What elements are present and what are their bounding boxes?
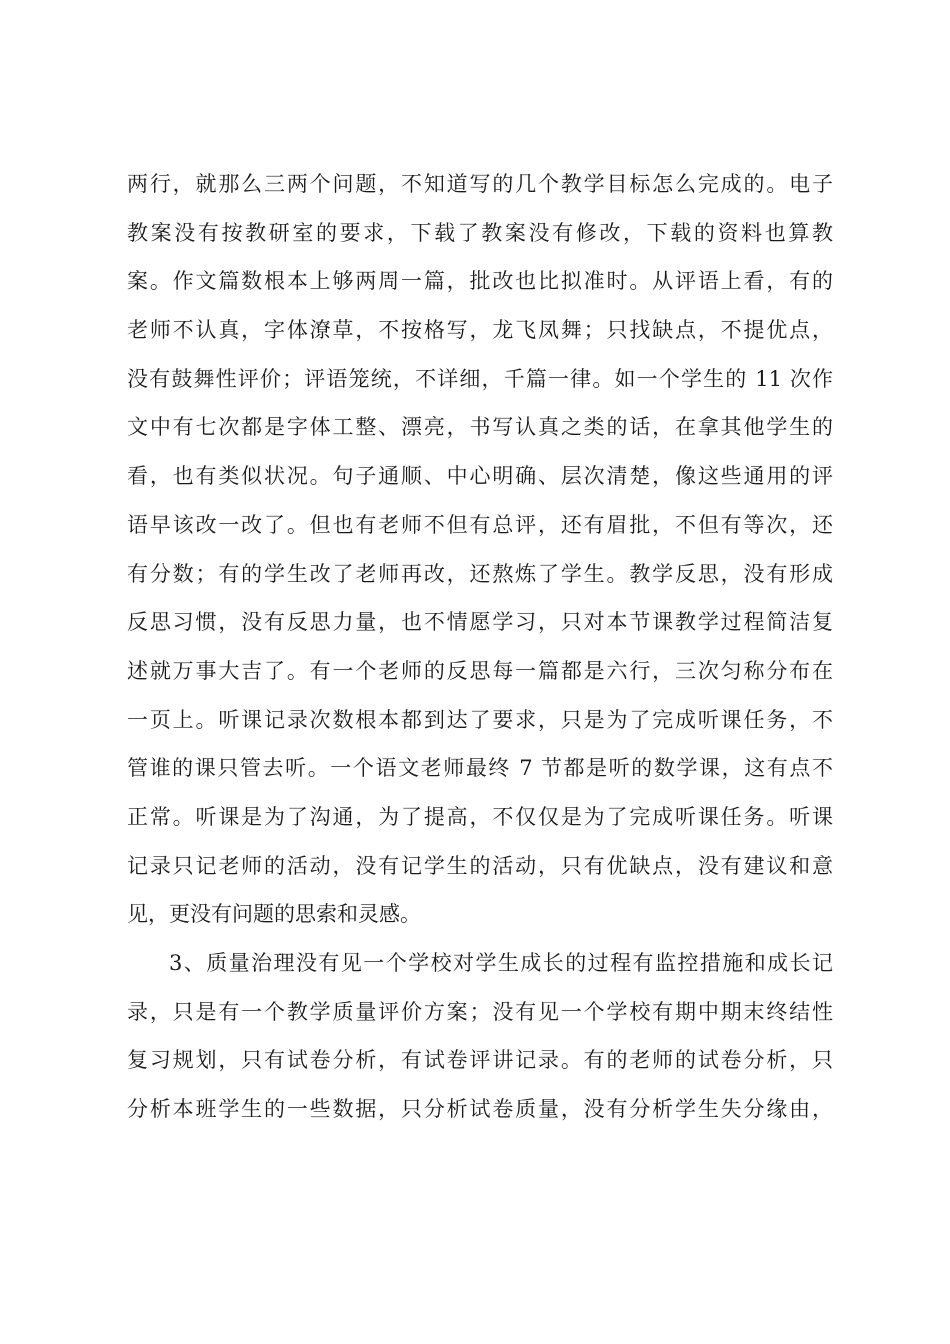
paragraph-1: [127, 160, 833, 939]
text-line: 复习规划，只有试卷分析，有试卷评讲记录。有的老师的试卷分析，只: [127, 1048, 833, 1073]
text-line: 述就万事大吉了。有一个老师的反思每一篇都是六行，三次匀称分布在: [127, 658, 833, 683]
text-line: 分析本班学生的一些数据，只分析试卷质量，没有分析学生失分缘由，: [127, 1097, 833, 1122]
text-line: 有分数；有的学生改了老师再改，还熬炼了学生。教学反思，没有形成: [127, 561, 833, 586]
text-line: 录，只是有一个教学质量评价方案；没有见一个学校有期中期末终结性: [127, 999, 833, 1024]
text-line: 案。作文篇数根本上够两周一篇，批改也比拟准时。从评语上看，有的: [127, 269, 833, 294]
text-line: 教案没有按教研室的要求，下载了教案没有修改，下载的资料也算教: [127, 220, 833, 245]
text-line: 文中有七次都是字体工整、漂亮，书写认真之类的话，在拿其他学生的: [127, 415, 833, 440]
text-line: 两行，就那么三两个问题，不知道写的几个教学目标怎么完成的。电子: [127, 172, 833, 196]
text-line: 管谁的课只管去听。一个语文老师最终 7 节都是听的数学课，这有点不: [127, 756, 833, 781]
text-line: 语早该改一改了。但也有老师不但有总评，还有眉批，不但有等次，还: [127, 512, 833, 537]
text-line: 正常。听课是为了沟通，为了提高，不仅仅是为了完成听课任务。听课: [127, 804, 833, 829]
paragraph-2: [127, 939, 833, 1134]
text-line: 老师不认真，字体潦草，不按格写，龙飞凤舞；只找缺点，不提优点，: [127, 318, 833, 343]
text-line: 没有鼓舞性评价；评语笼统，不详细，千篇一律。如一个学生的 11 次作: [127, 366, 833, 391]
text-line: 反思习惯，没有反思力量，也不情愿学习，只对本节课教学过程简洁复: [127, 610, 833, 635]
text-line: 看，也有类似状况。句子通顺、中心明确、层次清楚，像这些通用的评: [127, 464, 833, 489]
text-line: 记录只记老师的活动，没有记学生的活动，只有优缺点，没有建议和意: [127, 853, 833, 878]
text-line: 3、质量治理没有见一个学校对学生成长的过程有监控措施和成长记: [169, 951, 833, 975]
text-line: 一页上。听课记录次数根本都到达了要求，只是为了完成听课任务，不: [127, 707, 833, 732]
text-line: 见，更没有问题的思索和灵感。: [127, 902, 421, 927]
document-body: [127, 160, 833, 1134]
